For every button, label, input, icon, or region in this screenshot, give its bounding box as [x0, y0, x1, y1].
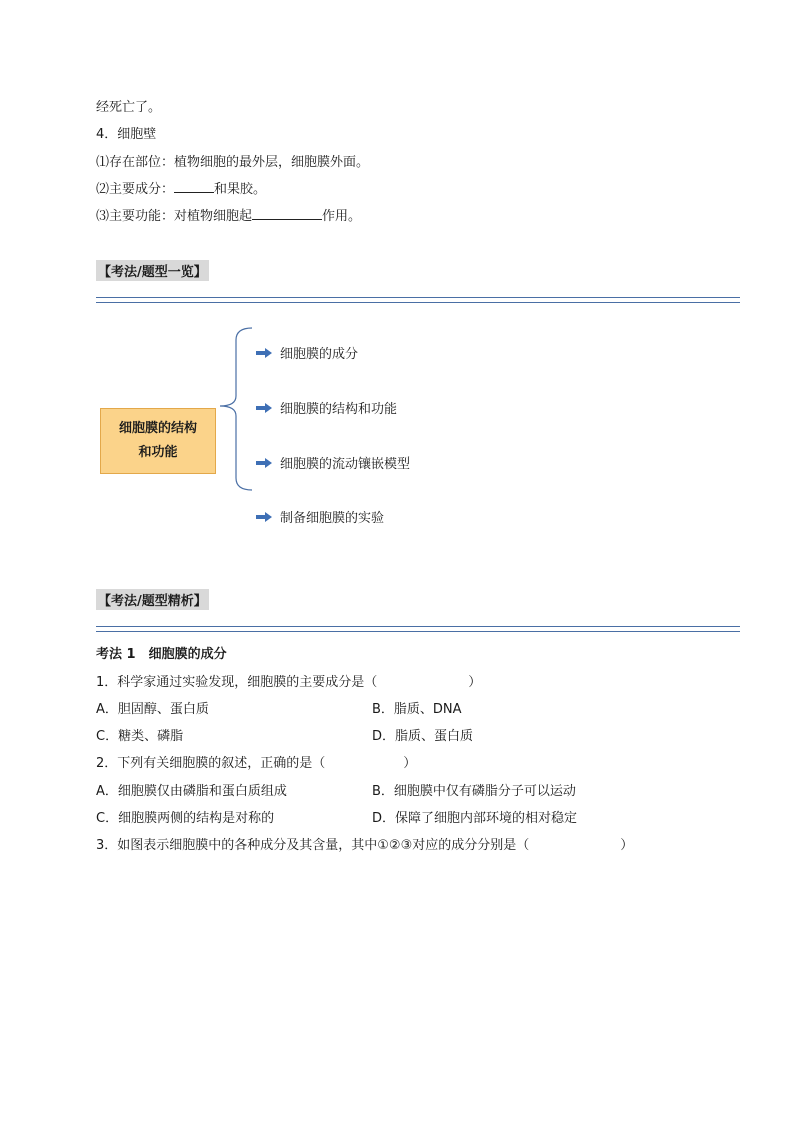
cell-wall-heading: 4．细胞壁 — [96, 127, 157, 142]
fill-blank — [252, 206, 322, 220]
function-suffix: 作用。 — [322, 209, 362, 224]
arrow-right-icon — [256, 348, 272, 358]
analysis-title: 【考法/题型精析】 — [96, 589, 209, 610]
branch-label: 细胞膜的流动镶嵌模型 — [280, 457, 411, 472]
topic-line: 和功能 — [138, 445, 178, 460]
question-3-stem: 3．如图表示细胞膜中的各种成分及其含量，其中①②③对应的成分分别是（ ） — [96, 838, 634, 853]
fill-blank — [174, 179, 214, 193]
cell-wall-location: ⑴存在部位：植物细胞的最外层，细胞膜外面。 — [96, 155, 370, 170]
question-1-stem: 1．科学家通过实验发现，细胞膜的主要成分是（ ） — [96, 675, 482, 690]
function-prefix: ⑶主要功能：对植物细胞起 — [96, 209, 253, 224]
divider — [96, 297, 740, 303]
option-c: C．糖类、磷脂 — [96, 729, 184, 744]
option-d: D．脂质、蛋白质 — [372, 729, 474, 744]
option-b: B．细胞膜中仅有磷脂分子可以运动 — [372, 784, 576, 799]
cell-wall-composition — [96, 178, 266, 197]
cell-wall-function — [96, 205, 361, 224]
option-c: C．细胞膜两侧的结构是对称的 — [96, 811, 275, 826]
bracket — [216, 326, 256, 494]
arrow-right-icon — [256, 403, 272, 413]
option-a: A．胆固醇、蛋白质 — [96, 702, 209, 717]
method-heading: 考法 1 细胞膜的成分 — [96, 647, 227, 662]
overview-title: 【考法/题型一览】 — [96, 260, 209, 281]
branch-item — [256, 343, 358, 362]
option-a: A．细胞膜仅由磷脂和蛋白质组成 — [96, 784, 287, 799]
composition-prefix: ⑵主要成分： — [96, 182, 175, 197]
branch-item — [256, 453, 410, 472]
branch-item — [256, 398, 397, 417]
branch-label: 细胞膜的结构和功能 — [280, 402, 398, 417]
topic-line: 细胞膜的结构 — [118, 421, 197, 436]
topic-box — [100, 408, 216, 474]
option-d: D．保障了细胞内部环境的相对稳定 — [372, 811, 578, 826]
composition-suffix: 和果胶。 — [214, 182, 267, 197]
text-line: 经死亡了。 — [96, 100, 162, 115]
branch-item — [256, 507, 384, 526]
branch-label: 制备细胞膜的实验 — [280, 511, 385, 526]
question-2-stem: 2．下列有关细胞膜的叙述，正确的是（ ） — [96, 756, 417, 771]
arrow-right-icon — [256, 458, 272, 468]
arrow-right-icon — [256, 512, 272, 522]
option-b: B．脂质、DNA — [372, 702, 462, 717]
divider — [96, 626, 740, 632]
branch-label: 细胞膜的成分 — [280, 347, 359, 362]
